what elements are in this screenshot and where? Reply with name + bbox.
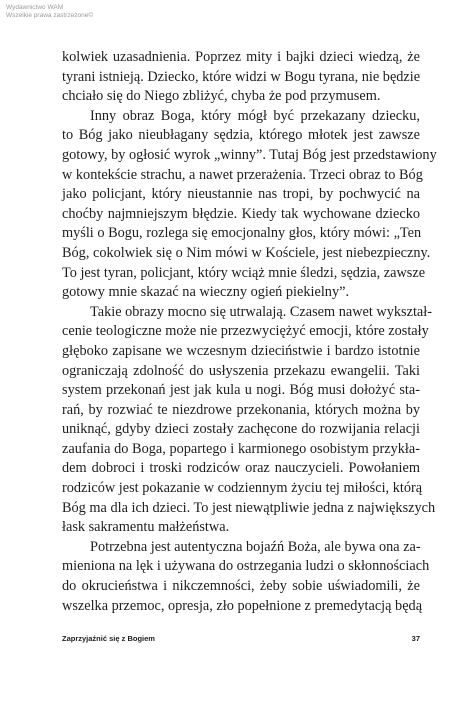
publisher-name: Wydawnictwo WAM (6, 4, 64, 11)
paragraph-3 (62, 303, 436, 538)
text-line: wszelka przemoc, opresja, zło popełnione z premedytacją będą (62, 597, 423, 614)
rights-notice: Wszelkie prawa zastrzeżone© (6, 12, 94, 19)
text-line: Potrzebna jest autentyczna bojaźń Boża, ale bywa ona za- (90, 538, 421, 555)
text-line: uniknąć, gdyby dzieci zostały zachęcone do rozwijania relacji (62, 421, 420, 438)
text-line: tyrani istnieją. Dziecko, które widzi w Bogu tyrana, nie będzie (62, 68, 421, 85)
text-line: głęboko zapisane we wczesnym dzieciństwie i bardzo istotnie (62, 342, 420, 359)
page-number: 37 (411, 634, 420, 643)
text-line: w kontekście strachu, a nawet przerażenia. Trzeci obraz to Bóg (62, 166, 423, 183)
paragraph-1 (62, 48, 420, 107)
text-line: Takie obrazy mocno się utrwalają. Czasem nawet wykształ- (90, 303, 432, 320)
text-line: Inny obraz Boga, który mógł być przekazany dziecku, (90, 107, 420, 124)
text-line: cenie teologiczne może nie przezwyciężyć emocji, które zostały (62, 323, 429, 340)
body-text (62, 48, 437, 616)
text-line: Bóg ma dla ich dzieci. To jest niewątpliwie jedna z największych (62, 499, 436, 516)
text-line: zaufania do Boga, popartego i karmionego osobistym przykła- (62, 440, 420, 457)
paragraph-2 (62, 107, 437, 303)
text-line: chciało się do Niego zbliżyć, chyba że pod przymusem. (62, 88, 381, 105)
text-line: gotowy mnie skazać na wieczny ogień piekielny”. (62, 284, 350, 301)
text-line: system przekonań jest jak kula u nogi. Bóg musi dołożyć sta- (62, 382, 420, 399)
text-line: ograniczają zdolność do usłyszenia przekazu ewangelii. Taki (62, 362, 420, 379)
text-line: mieniona na lęk i używana do ostrzegania ludzi o skłonnościach (62, 558, 430, 575)
publisher-note (6, 4, 93, 20)
text-line: myśli o Bogu, rozlega się emocjonalny głos, który mówi: „Ten (62, 225, 422, 242)
text-line: choćby najmniejszym błędzie. Kiedy tak wychowane dziecko (62, 205, 420, 222)
text-line: to Bóg jako nieubłagany sędzia, którego młotek jest zawsze (62, 127, 420, 144)
text-line: do okrucieństwa i nikczemności, żeby sobie uświadomili, że (62, 578, 420, 595)
running-title: Zaprzyjaźnić się z Bogiem (62, 634, 155, 643)
paragraph-4 (62, 538, 430, 616)
text-line: Bóg, cokolwiek się o Nim mówi w Kościele, jest niebezpieczny. (62, 244, 431, 261)
text-line: kolwiek uzasadnienia. Poprzez mity i bajki dzieci wiedzą, że (62, 49, 420, 65)
text-line: dem dobroci i troski rodziców oraz nauczycieli. Powołaniem (62, 460, 420, 477)
page-footer (62, 634, 420, 646)
text-line: jako policjant, który nieustannie nas tropi, by pochwycić na (62, 186, 420, 203)
text-line: łask sakramentu małżeństwa. (62, 519, 230, 536)
text-line: rań, by rozwiać te niezdrowe przekonania, których można by (62, 401, 420, 418)
text-line: gotowy, by ogłosić wyrok „winny”. Tutaj Bóg jest przedstawiony (62, 146, 437, 163)
text-line: rodziców jest pokazanie w codziennym życiu tej miłości, którą (62, 480, 423, 497)
text-line: To jest tyran, policjant, który wciąż mnie śledzi, sędzia, zawsze (62, 264, 426, 281)
